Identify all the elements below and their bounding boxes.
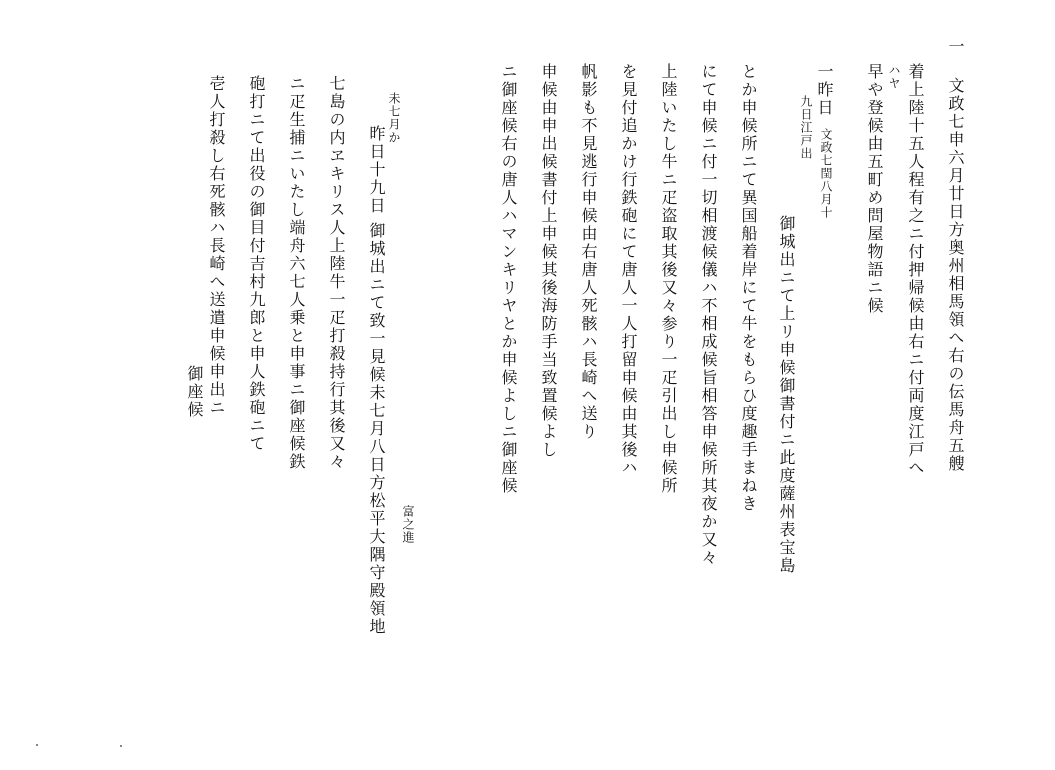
text-line-12: 申候由申出候書付上申候其後海防手当致置候よし [539, 63, 558, 459]
text-line-1: 一 文政七申六月廿日方奥州相馬領へ右の伝馬舟五艘 [946, 38, 965, 473]
text-line-7: とか申候所ニて異国船着岸にて牛をもらひ度趣手まねき [739, 63, 758, 513]
text-line-6: 御城出ニて上リ申候御書付ニ此度薩州表宝島 [777, 215, 796, 575]
signature-tominoshin: 富之進 [401, 505, 415, 544]
text-line-13: ニ御座候右の唐人ハマンキリヤとか申候よしニ御座候 [499, 63, 518, 495]
text-line-15: 昨日十九日 [367, 125, 386, 215]
text-line-17: 七島の内ヱキリス人上陸牛一疋打殺持行其後又々 [327, 75, 346, 471]
text-line-16: 御城出ニて致一見候未七月八日方松平大隅守殿領地 [367, 222, 386, 636]
annotation-mi-shichigatsu: 未七月か [387, 92, 401, 144]
scan-speck [36, 744, 38, 746]
annotation-haya: ハヤ [887, 64, 901, 90]
text-line-5: 九日江戸出 [799, 95, 813, 160]
text-line-2: 着上陸十五人程有之ニ付押帰候由右ニ付両度江戸へ [906, 63, 925, 477]
text-line-3: 早や登候由五町め問屋物語ニ候 [865, 63, 884, 315]
text-line-20: 壱人打殺し右死骸ハ長崎へ送遣申候申出ニ [207, 75, 226, 417]
text-line-8: にて申候ニ付一切相渡候儀ハ不相成候旨相答申候所其夜か又々 [699, 63, 718, 567]
text-line-10: を見付追かけ行鉄砲にて唐人一人打留申候由其後ハ [619, 63, 638, 477]
text-line-4: 一昨日 [815, 63, 834, 117]
text-line-11: 帆影も不見逃行申候由右唐人死骸ハ長崎へ送り [579, 63, 598, 441]
scan-speck [120, 745, 122, 747]
text-line-18: ニ疋生捕ニいたし端舟六七人乗と申事ニ御座候鉄 [287, 75, 306, 471]
text-line-9: 上陸いたし牛ニ疋盗取其後又々参り一疋引出し申候所 [659, 63, 678, 495]
annotation-bunsei-date: 文政七閏八月十 [819, 128, 833, 219]
text-line-19: 砲打ニて出役の御目付吉村九郎と申人鉄砲ニて [247, 75, 266, 453]
text-line-21: 御座候 [185, 365, 204, 419]
